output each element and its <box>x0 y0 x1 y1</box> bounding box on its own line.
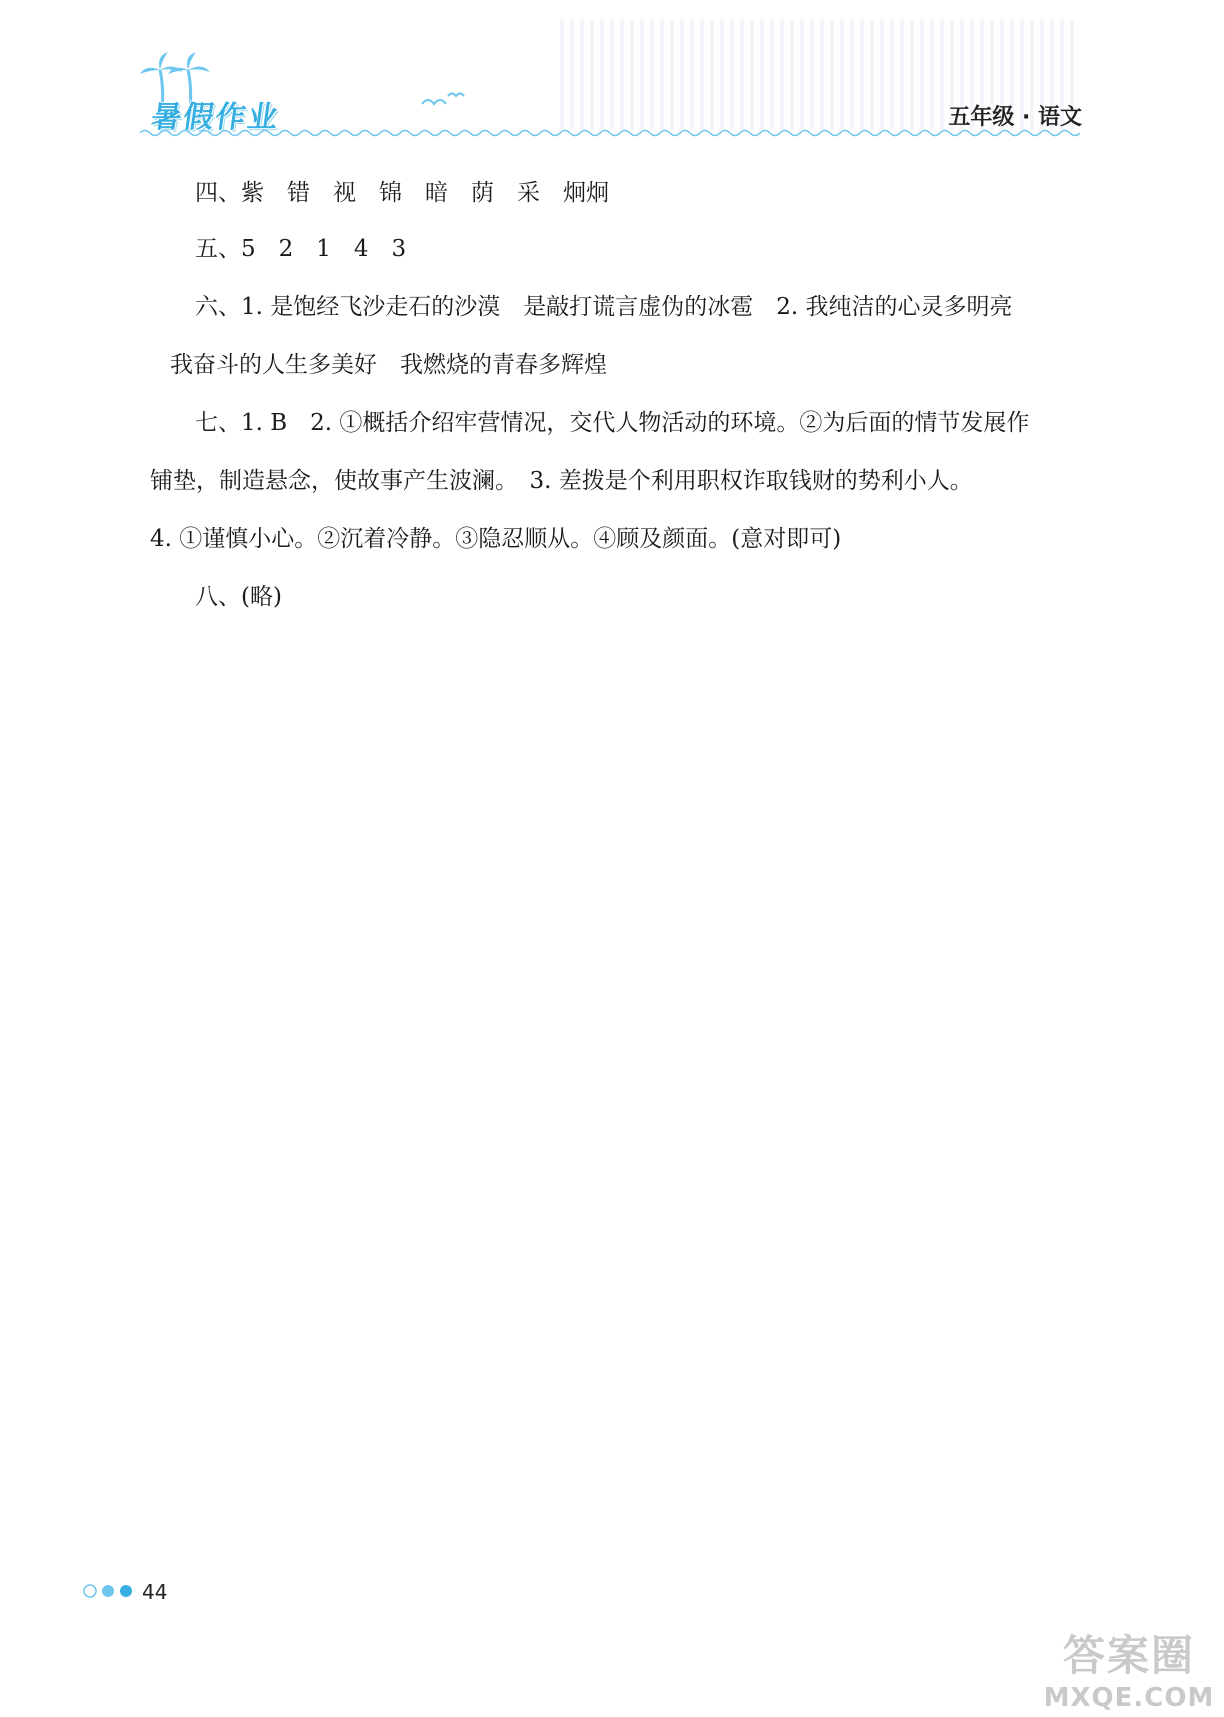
header-wave-line <box>140 128 1080 138</box>
answer-line: 五、5 2 1 4 3 <box>195 236 407 262</box>
watermark-title: 答案圈 <box>1062 1631 1195 1680</box>
logo-text: 暑假作业 <box>149 100 282 135</box>
page-dots-icon <box>82 1582 142 1600</box>
watermark-url: MXQE.COM <box>1043 1683 1215 1713</box>
answer-line: 八、(略) <box>195 584 282 610</box>
answer-line: 4. ①谨慎小心。②沉着冷静。③隐忍顺从。④顾及颜面。(意对即可) <box>150 526 842 552</box>
answer-line: 四、紫 错 视 锦 暗 荫 采 炯炯 <box>195 180 609 206</box>
grade-subject-label: 五年级 · 语文 <box>948 105 1082 130</box>
page-number: 44 <box>142 1580 168 1604</box>
answer-line: 铺垫，制造悬念，使故事产生波澜。 3. 差拨是个利用职权诈取钱财的势利小人。 <box>150 468 973 494</box>
answer-line: 七、1. B 2. ①概括介绍牢营情况，交代人物活动的环境。②为后面的情节发展作 <box>195 410 1030 436</box>
seagull-icon <box>420 88 470 112</box>
watermark <box>1034 1617 1224 1717</box>
answer-line: 六、1. 是饱经飞沙走石的沙漠 是敲打谎言虚伪的冰雹 2. 我纯洁的心灵多明亮 <box>195 294 1013 320</box>
answer-line: 我奋斗的人生多美好 我燃烧的青春多辉煌 <box>170 352 607 378</box>
page-header <box>0 0 1224 150</box>
